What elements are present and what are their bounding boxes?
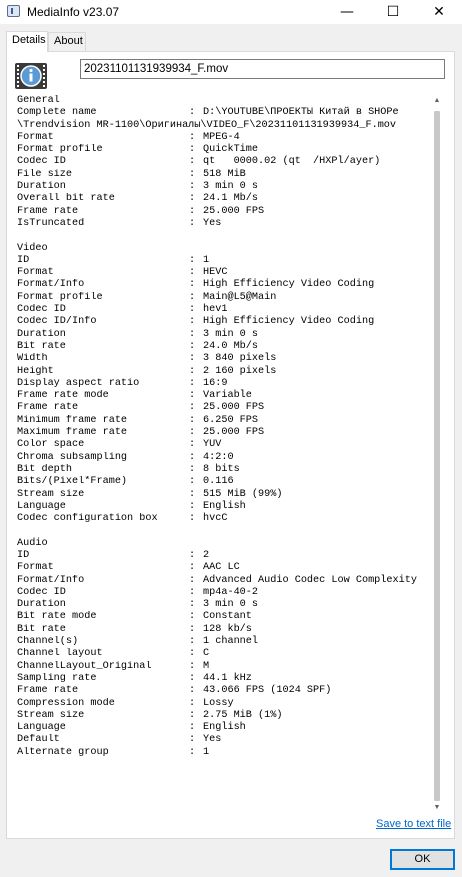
row-value: 3 840 pixels [203, 353, 277, 365]
scrollbar-thumb[interactable] [434, 111, 440, 801]
row-label: Color space [17, 439, 85, 451]
row-label: Format [17, 562, 54, 574]
row-separator: : [189, 513, 196, 525]
report-row [13, 575, 431, 587]
row-label: Complete name [17, 107, 97, 119]
row-label: Alternate group [17, 746, 109, 758]
row-value: Constant [203, 611, 252, 623]
row-value: High Efficiency Video Coding [203, 279, 375, 291]
row-value: Lossy [203, 697, 234, 709]
report-row [13, 267, 431, 279]
row-value: 3 min 0 s [203, 181, 259, 193]
row-separator: : [189, 217, 196, 229]
row-label: Overall bit rate [17, 193, 115, 205]
report-row [13, 353, 431, 365]
report-row [13, 747, 431, 759]
report-row [13, 366, 431, 378]
row-separator: : [189, 193, 196, 205]
report-row [13, 562, 431, 574]
row-label: Channel(s) [17, 636, 79, 648]
report-row [13, 489, 431, 501]
row-label: Default [17, 734, 60, 746]
report-row [13, 329, 431, 341]
report-row [13, 611, 431, 623]
tab-details[interactable]: Details [6, 31, 48, 52]
section-title-audio: Audio [17, 537, 48, 549]
row-separator: : [189, 131, 196, 143]
row-value: 16:9 [203, 377, 228, 389]
row-label: Format/Info [17, 574, 85, 586]
row-separator: : [189, 722, 196, 734]
row-separator: : [189, 685, 196, 697]
report-row [13, 292, 431, 304]
scroll-down-arrow-icon[interactable]: ▼ [433, 804, 441, 811]
row-value: English [203, 500, 246, 512]
row-separator: : [189, 623, 196, 635]
row-label: Format profile [17, 144, 103, 156]
row-value: 43.066 FPS (1024 SPF) [203, 685, 332, 697]
report-row [13, 402, 431, 414]
row-label: Chroma subsampling [17, 451, 128, 463]
media-report[interactable] [13, 95, 431, 815]
maximize-button[interactable]: ☐ [386, 4, 400, 20]
report-row [13, 218, 431, 230]
row-label: Sampling rate [17, 672, 97, 684]
row-value: 25.000 FPS [203, 402, 265, 414]
row-value: Variable [203, 390, 252, 402]
row-value: Yes [203, 734, 222, 746]
row-label: Format/Info [17, 279, 85, 291]
row-separator: : [189, 599, 196, 611]
row-label: Stream size [17, 488, 85, 500]
row-separator: : [189, 402, 196, 414]
row-label: ChannelLayout_Original [17, 660, 152, 672]
row-separator: : [189, 291, 196, 303]
report-row [13, 439, 431, 451]
report-row [13, 636, 431, 648]
row-value: qt 0000.02 (qt /HXPl/ayer) [203, 156, 381, 168]
report-row [13, 304, 431, 316]
row-label: Codec ID [17, 304, 66, 316]
row-label: Codec ID/Info [17, 316, 97, 328]
row-value: 24.1 Mb/s [203, 193, 259, 205]
row-label: Bit rate [17, 340, 66, 352]
row-value: hvcC [203, 513, 228, 525]
row-value: 25.000 FPS [203, 427, 265, 439]
video-rows [13, 255, 431, 526]
row-value: 6.250 FPS [203, 414, 259, 426]
report-row [13, 501, 431, 513]
row-label: Frame rate [17, 205, 79, 217]
row-value: HEVC [203, 267, 228, 279]
row-separator: : [189, 451, 196, 463]
report-row [13, 206, 431, 218]
row-value: 1 [203, 746, 210, 758]
row-value: C [203, 648, 210, 660]
row-label: Bit rate [17, 623, 66, 635]
row-separator: : [189, 181, 196, 193]
row-label: ID [17, 254, 30, 266]
row-value: Yes [203, 217, 222, 229]
report-row [13, 316, 431, 328]
row-label: Format [17, 131, 54, 143]
row-label: File size [17, 168, 73, 180]
save-to-text-file-link[interactable]: Save to text file [376, 818, 452, 830]
scroll-up-arrow-icon[interactable]: ▲ [433, 97, 441, 104]
report-row [13, 476, 431, 488]
row-label: Height [17, 365, 54, 377]
row-separator: : [189, 390, 196, 402]
row-value: AAC LC [203, 562, 240, 574]
report-row [13, 464, 431, 476]
row-label: Width [17, 353, 48, 365]
row-label: Duration [17, 328, 66, 340]
row-separator: : [189, 611, 196, 623]
row-separator: : [189, 205, 196, 217]
report-row [13, 648, 431, 660]
row-separator: : [189, 156, 196, 168]
row-separator: : [189, 107, 196, 119]
report-row [13, 193, 431, 205]
info-icon [14, 60, 48, 92]
row-separator: : [189, 144, 196, 156]
report-row [13, 107, 431, 119]
row-label: Codec configuration box [17, 513, 158, 525]
row-separator: : [189, 500, 196, 512]
report-row [13, 661, 431, 673]
row-value: 44.1 kHz [203, 672, 252, 684]
row-separator: : [189, 365, 196, 377]
row-separator: : [189, 734, 196, 746]
window-title: MediaInfo v23.07 [27, 5, 120, 19]
row-separator: : [189, 697, 196, 709]
report-row [13, 710, 431, 722]
title-bar [0, 0, 462, 24]
report-row [13, 685, 431, 697]
report-row [13, 181, 431, 193]
row-separator: : [189, 463, 196, 475]
report-row [13, 513, 431, 525]
minimize-button[interactable]: — [340, 4, 354, 20]
row-label: IsTruncated [17, 217, 85, 229]
section-title-video: Video [17, 242, 48, 254]
row-label: Compression mode [17, 697, 115, 709]
row-separator: : [189, 168, 196, 180]
row-label: Frame rate [17, 402, 79, 414]
row-separator: : [189, 648, 196, 660]
row-separator: : [189, 427, 196, 439]
row-separator: : [189, 746, 196, 758]
row-value: M [203, 660, 210, 672]
row-label: Format [17, 267, 54, 279]
ok-button[interactable]: OK [390, 849, 455, 870]
row-value: 2.75 MiB (1%) [203, 709, 283, 721]
row-value: 3 min 0 s [203, 599, 259, 611]
row-value: QuickTime [203, 144, 259, 156]
file-name-field[interactable]: 20231101131939934_F.mov [80, 59, 445, 79]
row-separator: : [189, 328, 196, 340]
row-value: D:\YOUTUBE\ПРОЕКТЫ Китай в SHOPе [203, 107, 399, 119]
tab-about[interactable]: About [48, 32, 86, 51]
row-separator: : [189, 574, 196, 586]
report-row [13, 624, 431, 636]
complete-name-continued: \Trendvision MR-1100\Оригиналы\VIDEO_F\20231101131939934_F.mov [17, 119, 397, 131]
row-label: Language [17, 500, 66, 512]
row-separator: : [189, 439, 196, 451]
row-value: 24.0 Mb/s [203, 340, 259, 352]
row-value: 4:2:0 [203, 451, 234, 463]
row-separator: : [189, 672, 196, 684]
row-value: mp4a-40-2 [203, 586, 259, 598]
row-label: Stream size [17, 709, 85, 721]
row-value: 25.000 FPS [203, 205, 265, 217]
section-gap [13, 230, 431, 242]
audio-rows [13, 550, 431, 759]
row-label: Channel layout [17, 648, 103, 660]
report-row [13, 415, 431, 427]
report-row [13, 144, 431, 156]
row-label: Minimum frame rate [17, 414, 128, 426]
row-separator: : [189, 340, 196, 352]
row-label: Duration [17, 181, 66, 193]
vertical-scrollbar[interactable] [431, 95, 443, 815]
row-separator: : [189, 377, 196, 389]
row-value: 128 kb/s [203, 623, 252, 635]
row-separator: : [189, 636, 196, 648]
report-row [13, 734, 431, 746]
row-value: YUV [203, 439, 222, 451]
row-separator: : [189, 549, 196, 561]
row-separator: : [189, 586, 196, 598]
report-row [13, 452, 431, 464]
row-value: 2 [203, 549, 210, 561]
row-separator: : [189, 267, 196, 279]
row-separator: : [189, 279, 196, 291]
report-row [13, 341, 431, 353]
row-value: 518 MiB [203, 168, 246, 180]
row-value: 0.116 [203, 476, 234, 488]
report-row [13, 255, 431, 267]
row-label: Bit rate mode [17, 611, 97, 623]
row-value: 1 channel [203, 636, 259, 648]
row-separator: : [189, 414, 196, 426]
report-row [13, 156, 431, 168]
row-label: Maximum frame rate [17, 427, 128, 439]
row-value: 8 bits [203, 463, 240, 475]
row-separator: : [189, 709, 196, 721]
report-row [13, 673, 431, 685]
row-value: 3 min 0 s [203, 328, 259, 340]
report-row [13, 390, 431, 402]
row-value: hev1 [203, 304, 228, 316]
row-label: Frame rate mode [17, 390, 109, 402]
row-value: 1 [203, 254, 210, 266]
row-separator: : [189, 353, 196, 365]
row-separator: : [189, 304, 196, 316]
report-row [13, 550, 431, 562]
section-title-general: General [17, 95, 60, 106]
report-row [13, 599, 431, 611]
row-label: Codec ID [17, 586, 66, 598]
general-rows [13, 132, 431, 230]
row-value: Advanced Audio Codec Low Complexity [203, 574, 417, 586]
report-row [13, 279, 431, 291]
row-value: Main@L5@Main [203, 291, 277, 303]
report-row [13, 722, 431, 734]
row-value: English [203, 722, 246, 734]
row-value: High Efficiency Video Coding [203, 316, 375, 328]
row-label: Language [17, 722, 66, 734]
row-label: Bit depth [17, 463, 73, 475]
row-separator: : [189, 488, 196, 500]
report-row [13, 169, 431, 181]
row-label: Duration [17, 599, 66, 611]
report-row [13, 427, 431, 439]
row-label: Format profile [17, 291, 103, 303]
section-gap [13, 525, 431, 537]
row-value: MPEG-4 [203, 131, 240, 143]
report-row [13, 587, 431, 599]
row-value: 515 MiB (99%) [203, 488, 283, 500]
row-label: Display aspect ratio [17, 377, 140, 389]
row-separator: : [189, 660, 196, 672]
row-label: Bits/(Pixel*Frame) [17, 476, 128, 488]
report-row [13, 132, 431, 144]
close-button[interactable]: ✕ [433, 4, 445, 20]
row-label: Codec ID [17, 156, 66, 168]
report-row [13, 378, 431, 390]
row-value: 2 160 pixels [203, 365, 277, 377]
app-icon [7, 5, 20, 17]
row-separator: : [189, 562, 196, 574]
row-label: ID [17, 549, 30, 561]
row-separator: : [189, 316, 196, 328]
row-label: Frame rate [17, 685, 79, 697]
row-separator: : [189, 476, 196, 488]
row-separator: : [189, 254, 196, 266]
report-row [13, 698, 431, 710]
